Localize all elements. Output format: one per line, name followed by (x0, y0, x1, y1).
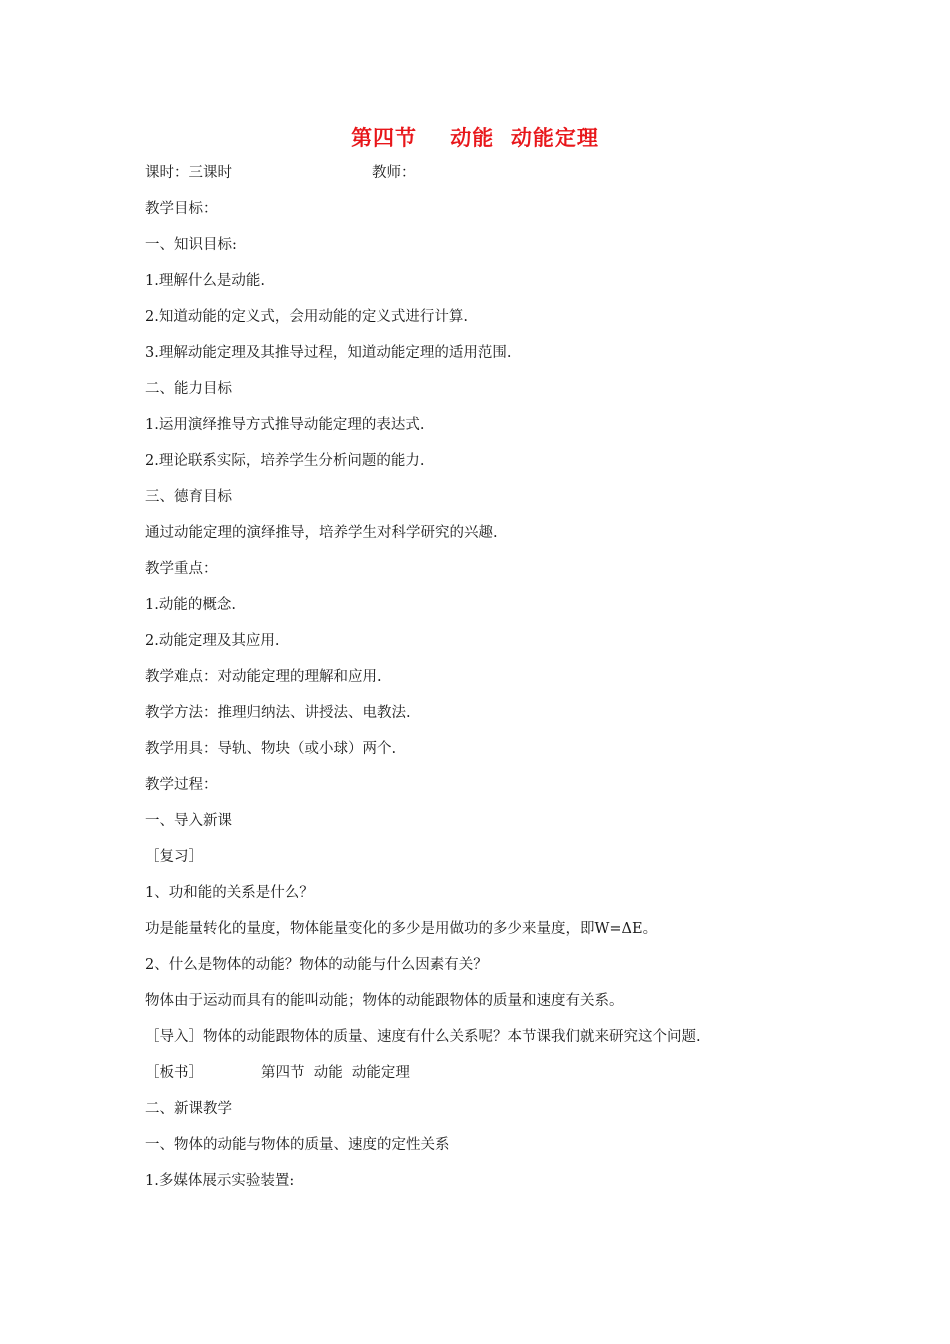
text-line: 教学难点：对动能定理的理解和应用. (145, 669, 382, 685)
text-line: 教学方法：推理归纳法、讲授法、电教法. (145, 705, 411, 721)
text-line: 1.多媒体展示实验装置: (145, 1173, 295, 1189)
text-line: 一、物体的动能与物体的质量、速度的定性关系 (145, 1137, 450, 1153)
text-line: ［导入］物体的动能跟物体的质量、速度有什么关系呢？本节课我们就来研究这个问题. (145, 1029, 701, 1045)
text-line: 教学用具：导轨、物块（或小球）两个. (145, 741, 397, 757)
text-line: 一、导入新课 (145, 813, 232, 829)
text-line: 教学过程： (145, 777, 218, 793)
teacher-label: 教师： (372, 165, 416, 181)
class-hours: 课时：三课时 (145, 165, 232, 181)
text-line: 二、新课教学 (145, 1101, 232, 1117)
board-title: 第四节 动能 动能定理 (261, 1065, 410, 1081)
text-line: 功是能量转化的量度，物体能量变化的多少是用做功的多少来量度，即W=ΔE。 (145, 921, 658, 937)
text-line: 2.动能定理及其应用. (145, 633, 280, 649)
text-line: 2.理论联系实际，培养学生分析问题的能力. (145, 453, 425, 469)
text-line: 1.理解什么是动能. (145, 273, 265, 289)
text-line: 二、能力目标 (145, 381, 232, 397)
text-line: 三、德育目标 (145, 489, 232, 505)
text-line: 2、什么是物体的动能？物体的动能与什么因素有关？ (145, 957, 488, 973)
board-label: ［板书］ (145, 1065, 203, 1081)
text-line: 1、功和能的关系是什么？ (145, 885, 314, 901)
text-line: 通过动能定理的演绎推导，培养学生对科学研究的兴趣. (145, 525, 498, 541)
text-line: 物体由于运动而具有的能叫动能；物体的动能跟物体的质量和速度有关系。 (145, 993, 624, 1009)
text-line: 教学目标： (145, 201, 218, 217)
text-line: 1.运用演绎推导方式推导动能定理的表达式. (145, 417, 425, 433)
text-line: ［复习］ (145, 849, 203, 865)
text-line: 一、知识目标: (145, 237, 237, 253)
text-line: 教学重点： (145, 561, 218, 577)
text-line: 2.知道动能的定义式，会用动能的定义式进行计算. (145, 309, 468, 325)
text-line: 1.动能的概念. (145, 597, 236, 613)
document-title: 第四节 动能 动能定理 (351, 126, 599, 150)
text-line: 3.理解动能定理及其推导过程，知道动能定理的适用范围. (145, 345, 512, 361)
